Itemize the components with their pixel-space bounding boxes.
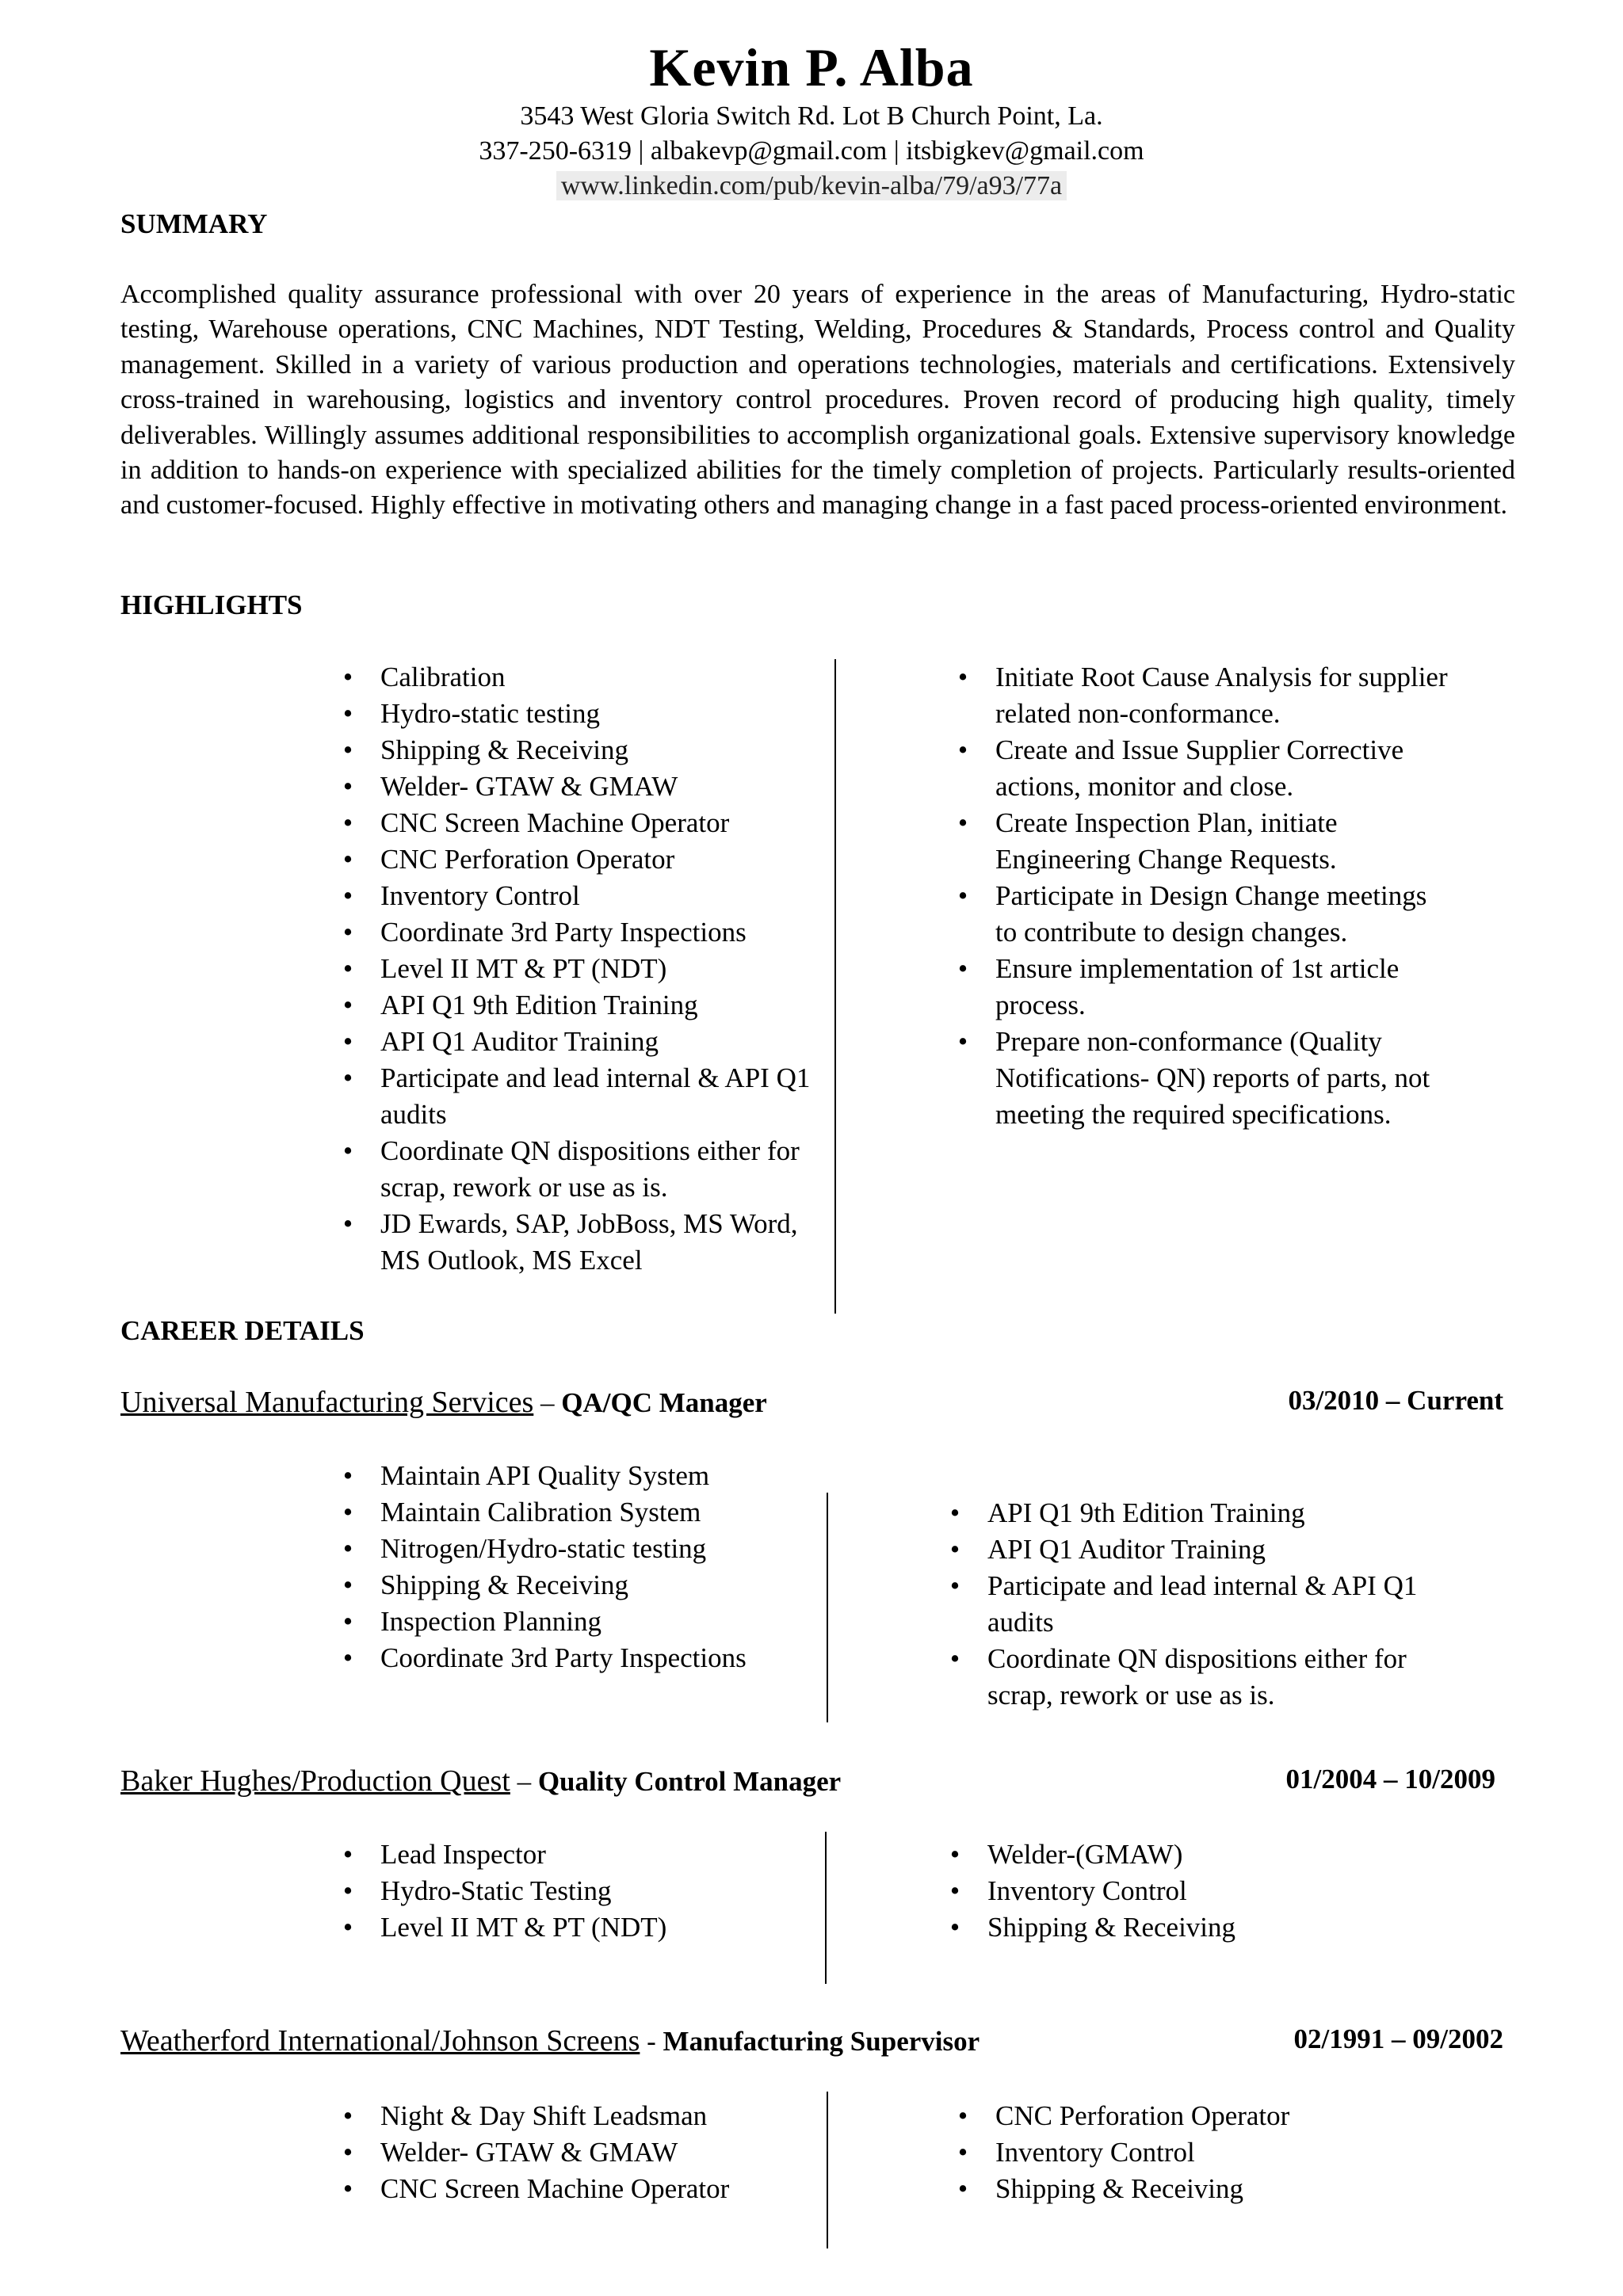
- bullet-icon: •: [342, 1497, 353, 1527]
- list-item: [948, 659, 1455, 732]
- linkedin-link[interactable]: www.linkedin.com/pub/kevin-alba/79/a93/77a: [556, 171, 1067, 200]
- list-item-text: Calibration: [380, 662, 506, 692]
- list-item-text: Prepare non-conformance (Quality Notifications- QN) reports of parts, not meeting the required specifications.: [995, 1026, 1430, 1130]
- bullet-icon: •: [342, 1569, 353, 1600]
- list-item-text: Hydro-Static Testing: [380, 1875, 612, 1906]
- list-item: [333, 1060, 824, 1133]
- list-item-text: Coordinate QN dispositions either for scrap, rework or use as is.: [987, 1643, 1407, 1711]
- list-item: [333, 1206, 824, 1279]
- list-item: [333, 951, 824, 987]
- linkedin-row: [0, 171, 1623, 201]
- title-separator: –: [533, 1387, 562, 1418]
- summary-heading: SUMMARY: [120, 208, 268, 239]
- contact-info: 337-250-6319 | albakevp@gmail.com | itsbigkev@gmail.com: [479, 136, 1144, 166]
- list-item: [333, 987, 824, 1024]
- job2-right-list: [940, 1836, 1447, 1946]
- list-item: [948, 1024, 1455, 1133]
- career-heading: CAREER DETAILS: [120, 1315, 365, 1346]
- job-dates: 02/1991 – 09/2002: [1293, 2023, 1503, 2054]
- list-item-text: Night & Day Shift Leadsman: [380, 2100, 708, 2131]
- bullet-icon: •: [342, 698, 353, 729]
- bullet-icon: •: [342, 880, 353, 911]
- list-item: [333, 1494, 824, 1531]
- company-name: Universal Manufacturing Services: [120, 1386, 534, 1419]
- list-item: [333, 1567, 824, 1604]
- bullet-icon: •: [957, 2137, 968, 2168]
- bullet-icon: •: [342, 2173, 353, 2204]
- list-item-text: Lead Inspector: [380, 1839, 546, 1870]
- job3-left-list: [333, 2098, 824, 2207]
- list-item-text: Welder-(GMAW): [987, 1839, 1183, 1870]
- job3-divider: [827, 2092, 828, 2248]
- job-title: QA/QC Manager: [561, 1387, 767, 1418]
- list-item: [940, 1873, 1447, 1909]
- bullet-icon: •: [342, 807, 353, 838]
- list-item: [948, 878, 1455, 951]
- list-item-text: Create and Issue Supplier Corrective actions, monitor and close.: [995, 734, 1404, 802]
- job1-right-list: [940, 1495, 1447, 1714]
- bullet-icon: •: [342, 1839, 353, 1870]
- list-item: [940, 1909, 1447, 1946]
- job-title: Quality Control Manager: [537, 1766, 842, 1797]
- bullet-icon: •: [949, 1534, 960, 1565]
- list-item: [948, 805, 1455, 878]
- list-item: [333, 878, 824, 914]
- list-item-text: Inventory Control: [995, 2137, 1195, 2168]
- job-header-weatherford: [120, 2023, 1503, 2058]
- list-item-text: Shipping & Receiving: [380, 1569, 629, 1600]
- list-item-text: CNC Perforation Operator: [995, 2100, 1290, 2131]
- bullet-icon: •: [342, 1533, 353, 1564]
- list-item-text: Level II MT & PT (NDT): [380, 1912, 667, 1943]
- list-item-text: Welder- GTAW & GMAW: [380, 771, 678, 802]
- bullet-icon: •: [342, 1460, 353, 1491]
- bullet-icon: •: [957, 1026, 968, 1057]
- bullet-icon: •: [949, 1497, 960, 1528]
- bullet-icon: •: [342, 1912, 353, 1943]
- list-item-text: CNC Screen Machine Operator: [380, 807, 730, 838]
- list-item: [948, 2098, 1455, 2134]
- title-separator: –: [510, 1766, 538, 1797]
- bullet-icon: •: [342, 917, 353, 948]
- list-item: [333, 1458, 824, 1494]
- title-separator: -: [640, 2026, 663, 2057]
- bullet-icon: •: [342, 1062, 353, 1093]
- list-item-text: Inventory Control: [987, 1875, 1187, 1906]
- bullet-icon: •: [342, 1208, 353, 1239]
- list-item-text: Hydro-static testing: [380, 698, 601, 729]
- bullet-icon: •: [342, 990, 353, 1020]
- list-item: [333, 841, 824, 878]
- list-item-text: API Q1 9th Edition Training: [987, 1497, 1305, 1528]
- highlights-divider: [834, 659, 836, 1314]
- list-item-text: Inventory Control: [380, 880, 580, 911]
- list-item: [948, 2134, 1455, 2171]
- bullet-icon: •: [342, 1875, 353, 1906]
- bullet-icon: •: [342, 1135, 353, 1166]
- list-item: [940, 1495, 1447, 1531]
- bullet-icon: •: [949, 1875, 960, 1906]
- list-item: [940, 1641, 1447, 1714]
- bullet-icon: •: [342, 2100, 353, 2131]
- list-item-text: Level II MT & PT (NDT): [380, 953, 667, 984]
- job-header-baker-hughes: [120, 1764, 1503, 1798]
- list-item: [333, 659, 824, 696]
- list-item-text: Coordinate 3rd Party Inspections: [380, 917, 747, 948]
- job1-left-list: [333, 1458, 824, 1676]
- job3-right-list: [948, 2098, 1455, 2207]
- bullet-icon: •: [957, 807, 968, 838]
- list-item-text: CNC Screen Machine Operator: [380, 2173, 730, 2204]
- bullet-icon: •: [949, 1839, 960, 1870]
- bullet-icon: •: [342, 734, 353, 765]
- job-dates: 03/2010 – Current: [1288, 1385, 1503, 1416]
- list-item: [333, 769, 824, 805]
- list-item-text: Nitrogen/Hydro-static testing: [380, 1533, 707, 1564]
- bullet-icon: •: [949, 1912, 960, 1943]
- summary-text: Accomplished quality assurance professional with over 20 years of experience in the areas of Manufacturing, Hydro-static testing, Warehouse operations, CNC Machines, NDT Testing, Welding, Procedures & Standards, Process control and Quality management. Skilled in a variety of various production and operations technologies, materials and certifications. Extensively cross-trained in warehousing, logistics and inventory control procedures. Proven record of producing high quality, timely deliverables. Willingly assumes additional responsibilities to accomplish organizational goals. Extensive supervisory knowledge in addition to hands-on experience with specialized abilities for the timely completion of projects. Particularly results-oriented and customer-focused. Highly effective in motivating others and managing change in a fast paced process-oriented environment.: [120, 280, 1515, 521]
- list-item-text: Initiate Root Cause Analysis for supplier related non-conformance.: [995, 662, 1448, 729]
- job2-left-list: [333, 1836, 824, 1946]
- list-item: [333, 696, 824, 732]
- list-item: [333, 2171, 824, 2207]
- list-item: [940, 1531, 1447, 1568]
- list-item: [333, 914, 824, 951]
- list-item: [940, 1836, 1447, 1873]
- list-item: [333, 1873, 824, 1909]
- company-name: Weatherford International/Johnson Screens: [120, 2024, 640, 2058]
- list-item-text: Maintain Calibration System: [380, 1497, 701, 1527]
- list-item-text: API Q1 Auditor Training: [380, 1026, 659, 1057]
- list-item-text: Shipping & Receiving: [995, 2173, 1244, 2204]
- bullet-icon: •: [342, 771, 353, 802]
- bullet-icon: •: [342, 1606, 353, 1637]
- job-title: Manufacturing Supervisor: [663, 2026, 980, 2057]
- list-item-text: API Q1 9th Edition Training: [380, 990, 698, 1020]
- highlights-left-list: [333, 659, 824, 1279]
- bullet-icon: •: [342, 1026, 353, 1057]
- list-item-text: Maintain API Quality System: [380, 1460, 710, 1491]
- highlights-right-list: [948, 659, 1455, 1133]
- highlights-heading: HIGHLIGHTS: [120, 589, 303, 620]
- list-item-text: Coordinate QN dispositions either for scrap, rework or use as is.: [380, 1135, 800, 1203]
- list-item: [333, 2134, 824, 2171]
- list-item: [948, 951, 1455, 1024]
- list-item: [333, 1836, 824, 1873]
- job1-divider: [827, 1493, 828, 1722]
- bullet-icon: •: [957, 2100, 968, 2131]
- candidate-name: Kevin P. Alba: [649, 37, 974, 97]
- list-item: [333, 1909, 824, 1946]
- list-item: [333, 2098, 824, 2134]
- bullet-icon: •: [957, 662, 968, 692]
- list-item-text: Welder- GTAW & GMAW: [380, 2137, 678, 2168]
- list-item-text: CNC Perforation Operator: [380, 844, 675, 875]
- list-item: [948, 732, 1455, 805]
- list-item-text: Participate and lead internal & API Q1 audits: [380, 1062, 811, 1130]
- list-item: [333, 1024, 824, 1060]
- company-name: Baker Hughes/Production Quest: [120, 1764, 510, 1798]
- list-item-text: Coordinate 3rd Party Inspections: [380, 1642, 747, 1673]
- list-item: [333, 1133, 824, 1206]
- list-item-text: Participate in Design Change meetings to contribute to design changes.: [995, 880, 1427, 948]
- bullet-icon: •: [949, 1643, 960, 1674]
- list-item-text: API Q1 Auditor Training: [987, 1534, 1266, 1565]
- list-item-text: Shipping & Receiving: [380, 734, 629, 765]
- bullet-icon: •: [957, 953, 968, 984]
- list-item: [333, 732, 824, 769]
- bullet-icon: •: [957, 2173, 968, 2204]
- bullet-icon: •: [342, 1642, 353, 1673]
- list-item: [948, 2171, 1455, 2207]
- job2-divider: [825, 1832, 827, 1984]
- list-item: [940, 1568, 1447, 1641]
- job-dates: 01/2004 – 10/2009: [1285, 1764, 1495, 1794]
- list-item: [333, 1604, 824, 1640]
- bullet-icon: •: [342, 844, 353, 875]
- list-item: [333, 1531, 824, 1567]
- job-header-universal: [120, 1385, 1503, 1420]
- list-item: [333, 1640, 824, 1676]
- list-item-text: Ensure implementation of 1st article process.: [995, 953, 1400, 1020]
- list-item-text: Inspection Planning: [380, 1606, 601, 1637]
- bullet-icon: •: [342, 2137, 353, 2168]
- list-item-text: Shipping & Receiving: [987, 1912, 1236, 1943]
- list-item: [333, 805, 824, 841]
- bullet-icon: •: [949, 1570, 960, 1601]
- bullet-icon: •: [957, 734, 968, 765]
- list-item-text: Participate and lead internal & API Q1 audits: [987, 1570, 1418, 1638]
- list-item-text: JD Ewards, SAP, JobBoss, MS Word, MS Outlook, MS Excel: [380, 1208, 798, 1276]
- bullet-icon: •: [342, 662, 353, 692]
- bullet-icon: •: [342, 953, 353, 984]
- list-item-text: Create Inspection Plan, initiate Engineering Change Requests.: [995, 807, 1338, 875]
- address: 3543 West Gloria Switch Rd. Lot B Church Point, La.: [520, 101, 1103, 131]
- bullet-icon: •: [957, 880, 968, 911]
